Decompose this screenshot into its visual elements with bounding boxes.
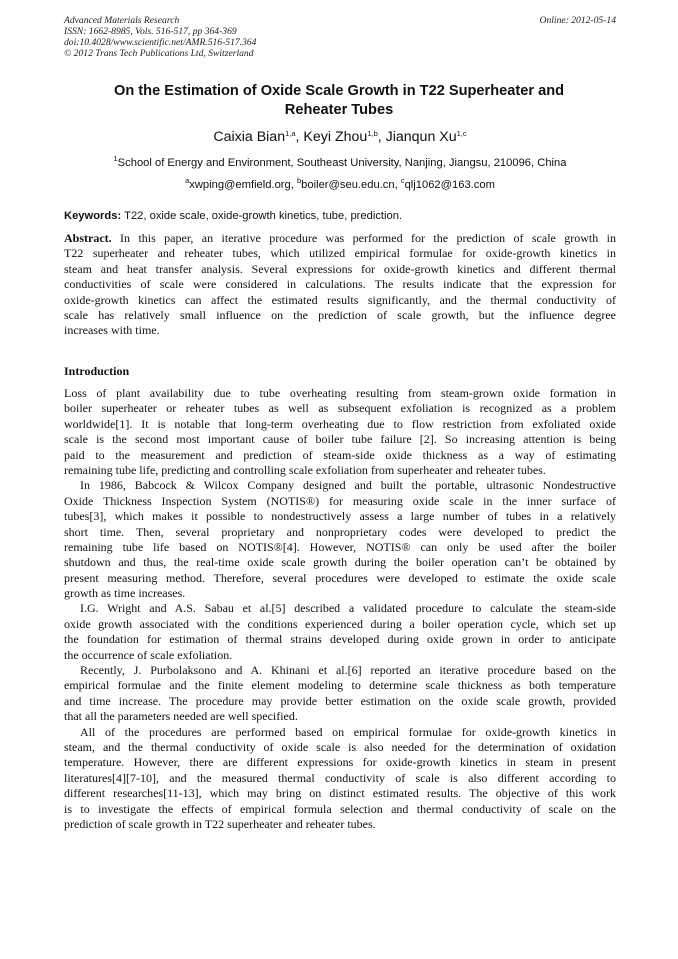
abstract — [64, 231, 616, 339]
email-mark: a — [185, 176, 190, 185]
email-mark: b — [296, 176, 302, 185]
abstract-line: increases with time. — [64, 323, 160, 338]
section-heading-introduction: Introduction — [64, 364, 130, 378]
body-line: prediction of scale growth in T22 superheater and reheater tubes. — [64, 816, 376, 831]
title-line: Reheater Tubes — [284, 101, 394, 118]
issn-line: ISSN: 1662-8985, Vols. 516-517, pp 364-369 — [64, 26, 237, 37]
email-address: boiler@seu.edu.cn, — [301, 179, 401, 191]
journal-header — [64, 15, 616, 59]
body-line: worldwide[1]. It is notable that long-term overheating due to flow restriction from exfoliated oxide — [64, 416, 616, 431]
author-name: Caixia Bian — [213, 129, 286, 145]
body-line: paid to the measurement and prediction of steam-side oxide thickness as a way of estimating — [64, 447, 616, 462]
author-name: Keyi Zhou — [303, 129, 368, 145]
abstract-line: scale has relatively small influence on the prediction of scale growth, but the influence degree — [64, 307, 616, 322]
affiliation — [64, 156, 616, 170]
body-line: tubes[3], which makes it possible to nondestructively assess a large number of tubes in a relatively — [64, 509, 616, 524]
paper-title — [70, 82, 608, 119]
body-line: short time. Then, several proprietary and nonproprietary codes were developed to predict the — [64, 524, 616, 539]
author-affiliation-mark: 1,c — [456, 129, 467, 138]
author-affiliation-mark: 1,b — [367, 129, 378, 138]
email-mark: c — [400, 176, 405, 185]
abstract-line — [64, 231, 616, 246]
body-line: remaining tube life based on NOTIS®[4]. However, NOTIS® can only be used after the boiler — [64, 539, 616, 554]
author-separator: , — [377, 129, 386, 145]
body-line: Oxide Thickness Inspection System (NOTIS®) for measuring oxide scale in the inner surface of — [64, 493, 616, 508]
affiliation-mark: 1 — [113, 154, 118, 163]
body-line: and time increase. The procedure may provide better estimation on the oxide scale growth, provided — [64, 693, 616, 708]
author-name: Jianqun Xu — [385, 129, 457, 145]
body-line: boiler superheater or reheater tubes as well as subsequent exfoliation is recognized as a problem — [64, 401, 616, 416]
abstract-label: Abstract. — [64, 231, 112, 245]
keywords-label: Keywords: — [64, 210, 122, 222]
body-line: the foundation for estimation of thermal strains developed during oxide grown in order to anticipate — [64, 632, 616, 647]
body-line: remaining tube life, predicting and controlling scale exfoliation from superheater and reheater tubes. — [64, 462, 546, 477]
email-address: xwping@emfield.org, — [189, 179, 297, 191]
keywords — [64, 209, 616, 223]
abstract-line: conductivities of scale were considered in calculations. The results indicate that the expression for — [64, 277, 616, 292]
abstract-line: oxide-growth kinetics can affect the estimated results significantly, and the thermal conductivity of — [64, 292, 616, 307]
body-line: empirical formulae and the finite element modeling to determine scale thickness as both temperature — [64, 678, 616, 693]
body-line: In 1986, Babcock & Wilcox Company designed and built the portable, ultrasonic Nondestructive — [80, 478, 616, 493]
abstract-text: In this paper, an iterative procedure was performed for the prediction of scale growth in — [111, 231, 616, 245]
copyright-line: © 2012 Trans Tech Publications Ltd, Switzerland — [64, 48, 254, 59]
body-line: literatures[4][7-10], and the measured thermal conductivity of scale is also different according to — [64, 770, 616, 785]
author-list — [64, 128, 616, 146]
author-affiliation-mark: 1,a — [285, 129, 296, 138]
body-line: the occurrence of scale exfoliation. — [64, 647, 233, 662]
body-line: different researches[11-13], which may bring on distinct estimated results. The objective of this work — [64, 786, 616, 801]
affiliation-text: School of Energy and Environment, Southeast University, Nanjing, Jiangsu, 210096, China — [117, 157, 567, 169]
email-list — [64, 178, 616, 192]
online-date: Online: 2012-05-14 — [539, 15, 616, 26]
abstract-line: T22 superheater and reheater tubes, which utilized empirical formulae for oxide-growth kinetics in — [64, 246, 616, 261]
body-line: temperature. However, there are different expressions for oxide-growth kinetics in steam in present — [64, 755, 616, 770]
abstract-line: steam and heat transfer analysis. Several expressions for oxide-growth kinetics and different thermal — [64, 261, 616, 276]
keywords-text: T22, oxide scale, oxide-growth kinetics, tube, prediction. — [121, 210, 403, 222]
journal-name: Advanced Materials Research — [64, 15, 180, 26]
body-line: All of the procedures are performed based on empirical formulae for oxide-growth kinetics in — [80, 724, 616, 739]
doi-line: doi:10.4028/www.scientific.net/AMR.516-517.364 — [64, 37, 257, 48]
body-line: scale is the second most important cause of boiler tube failure [2]. So increasing attention is being — [64, 432, 616, 447]
email-address: qlj1062@163.com — [404, 179, 495, 191]
body-line: present measuring method. Therefore, several procedures were developed to estimate the oxide scale — [64, 570, 616, 585]
body-line: oxide growth associated with the conditions experienced during a boiler operation cycle, which set up — [64, 616, 616, 631]
title-line: On the Estimation of Oxide Scale Growth in T22 Superheater and — [113, 83, 565, 99]
body-line: is to investigate the effects of empirical formula selection and thermal conductivity of scale on the — [64, 801, 616, 816]
introduction-body — [64, 386, 616, 832]
body-line: steam, and the thermal conductivity of oxide scale is also needed for the determination of oxidation — [64, 739, 616, 754]
body-line: shutdown and thus, the real-time oxide scale growth during the boiler operation can’t be obtained by — [64, 555, 616, 570]
body-line: that all the parameters needed are well specified. — [64, 709, 298, 724]
body-line: I.G. Wright and A.S. Sabau et al.[5] described a validated procedure to calculate the steam-side — [80, 601, 616, 616]
author-separator: , — [295, 129, 304, 145]
body-line: Recently, J. Purbolaksono and A. Khinani et al.[6] reported an iterative procedure based on the — [80, 663, 616, 678]
body-line: growth as time increases. — [64, 586, 186, 601]
body-line: Loss of plant availability due to tube overheating resulting from steam-grown oxide formation in — [64, 386, 616, 400]
